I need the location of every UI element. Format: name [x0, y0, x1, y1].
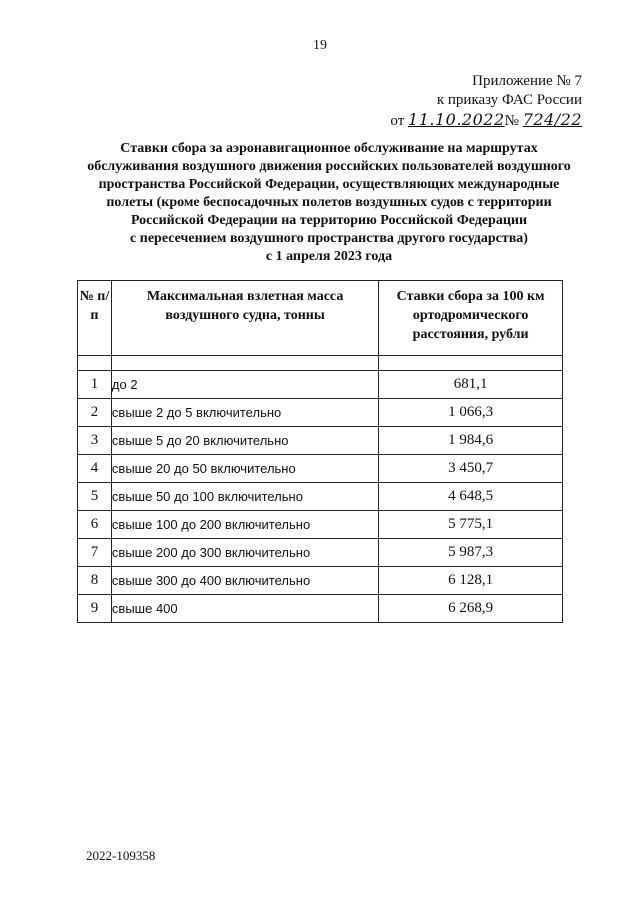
row-number: 8 — [78, 567, 112, 595]
title-line: с 1 апреля 2023 года — [265, 249, 393, 264]
document-title — [60, 140, 598, 266]
row-mass: свыше 400 — [111, 595, 378, 623]
number-label: № — [504, 113, 519, 129]
table-row — [78, 399, 563, 427]
table-row — [78, 371, 563, 399]
row-mass: свыше 5 до 20 включительно — [111, 427, 378, 455]
page-number: 19 — [313, 38, 327, 53]
row-rate: 1 066,3 — [379, 399, 563, 427]
row-number: 1 — [78, 371, 112, 399]
row-rate: 1 984,6 — [379, 427, 563, 455]
table-row — [78, 539, 563, 567]
row-rate: 6 128,1 — [379, 567, 563, 595]
header-number: № п/п — [78, 281, 112, 356]
row-rate: 4 648,5 — [379, 483, 563, 511]
table-header-row — [78, 281, 563, 356]
row-rate: 3 450,7 — [379, 455, 563, 483]
from-label: от — [390, 113, 405, 129]
row-number: 4 — [78, 455, 112, 483]
row-number: 3 — [78, 427, 112, 455]
appendix-order-ref: к приказу ФАС России — [436, 92, 582, 108]
title-line: с пересечением воздушного пространства другого государства) — [130, 231, 528, 246]
title-line: обслуживания воздушного движения российских пользователей воздушного — [87, 159, 571, 174]
title-line: полеты (кроме беспосадочных полетов воздушных судов с территории — [106, 195, 552, 210]
order-number: 724/22 — [522, 110, 582, 129]
row-number: 6 — [78, 511, 112, 539]
appendix-block — [390, 72, 582, 131]
table-row — [78, 595, 563, 623]
row-number: 9 — [78, 595, 112, 623]
row-mass: до 2 — [111, 371, 378, 399]
row-rate: 5 987,3 — [379, 539, 563, 567]
row-mass: свыше 50 до 100 включительно — [111, 483, 378, 511]
row-mass: свыше 20 до 50 включительно — [111, 455, 378, 483]
appendix-date-line — [390, 110, 582, 131]
row-number: 7 — [78, 539, 112, 567]
header-mass: Максимальная взлетная масса воздушного судна, тонны — [111, 281, 378, 356]
table-row — [78, 455, 563, 483]
row-rate: 681,1 — [379, 371, 563, 399]
row-mass: свыше 2 до 5 включительно — [111, 399, 378, 427]
row-rate: 5 775,1 — [379, 511, 563, 539]
row-mass: свыше 100 до 200 включительно — [111, 511, 378, 539]
table-row — [78, 567, 563, 595]
table-row — [78, 427, 563, 455]
order-date: 11.10.2022 — [408, 110, 505, 129]
title-line: Ставки сбора за аэронавигационное обслуживание на маршрутах — [120, 141, 538, 156]
title-line: Российской Федерации на территорию Российской Федерации — [130, 213, 528, 228]
table-spacer-row — [78, 356, 563, 371]
table-row — [78, 511, 563, 539]
title-line: пространства Российской Федерации, осуществляющих международные — [98, 177, 560, 192]
row-mass: свыше 200 до 300 включительно — [111, 539, 378, 567]
table-row — [78, 483, 563, 511]
row-number: 5 — [78, 483, 112, 511]
header-rate: Ставки сбора за 100 км ортодромического расстояния, рубли — [379, 281, 563, 356]
rates-table — [77, 280, 563, 623]
document-code: 2022-109358 — [86, 848, 156, 863]
row-rate: 6 268,9 — [379, 595, 563, 623]
row-mass: свыше 300 до 400 включительно — [111, 567, 378, 595]
row-number: 2 — [78, 399, 112, 427]
appendix-title: Приложение № 7 — [472, 73, 582, 89]
